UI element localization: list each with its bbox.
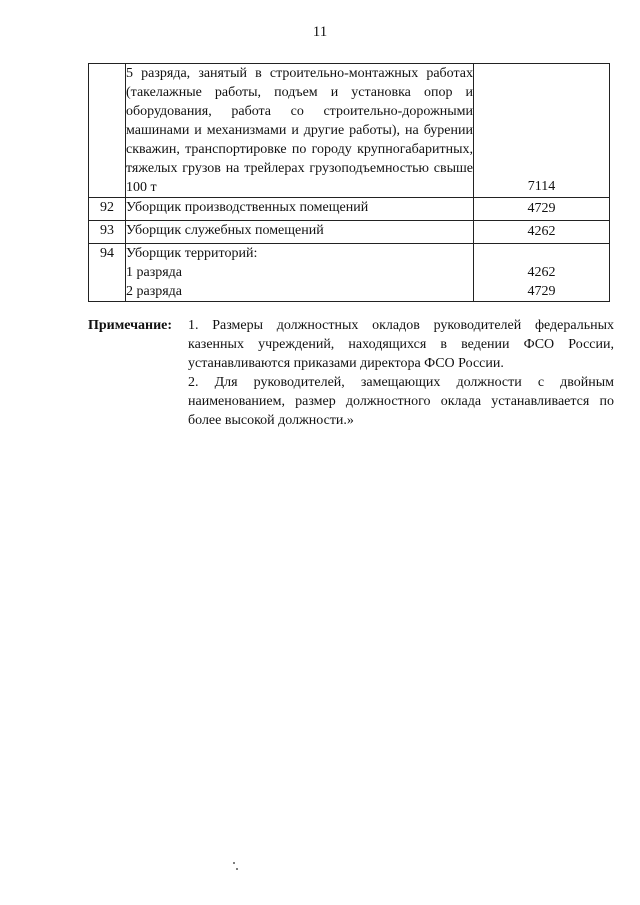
row-number-cell: 93 — [89, 221, 126, 244]
salary-cell — [474, 244, 610, 302]
grade-salary: 4729 — [527, 284, 556, 299]
scan-artifact — [233, 862, 235, 864]
note-item-2: 2. Для руководителей, замещающих должности с двойным наименованием, размер должностного оклада устанавливается по более высокой должности.» — [188, 375, 614, 428]
salary-cell: 4729 — [474, 198, 610, 221]
page-number: 11 — [312, 24, 328, 40]
position-name-cell: Уборщик служебных помещений — [126, 221, 474, 244]
table-row — [89, 64, 610, 198]
table-row — [89, 198, 610, 221]
row-number-cell: 92 — [89, 198, 126, 221]
grade-salary: 4262 — [527, 265, 556, 280]
salary-table — [88, 63, 610, 302]
scan-artifact — [236, 868, 238, 870]
note-body — [188, 316, 614, 430]
note-item-1: 1. Размеры должностных окладов руководителей федеральных казенных учреждений, находящихся в ведении ФСО России, устанавливаются приказами директора ФСО России. — [188, 318, 614, 371]
grade-label: 1 разряда — [126, 265, 183, 280]
salary-cell: 4262 — [474, 221, 610, 244]
row-number-cell — [89, 64, 126, 198]
position-title: Уборщик территорий: — [126, 246, 258, 261]
grade-label: 2 разряда — [126, 284, 183, 299]
table-row — [89, 244, 610, 302]
salary-cell: 7114 — [474, 64, 610, 198]
position-name-cell: 5 разряда, занятый в строительно-монтажных работах (такелажные работы, подъем и установка опор и оборудования, работа со строительно-дорожными машинами и механизмами и другие работы), на бурении скважин, транспортировке по городу крупногабаритных, тяжелых грузов на трейлерах грузоподъемностью свыше 100 т — [126, 64, 474, 198]
table-row — [89, 221, 610, 244]
row-number-cell: 94 — [89, 244, 126, 302]
position-name-cell: Уборщик производственных помещений — [126, 198, 474, 221]
note-label: Примечание: — [88, 318, 173, 333]
position-name-cell — [126, 244, 474, 302]
